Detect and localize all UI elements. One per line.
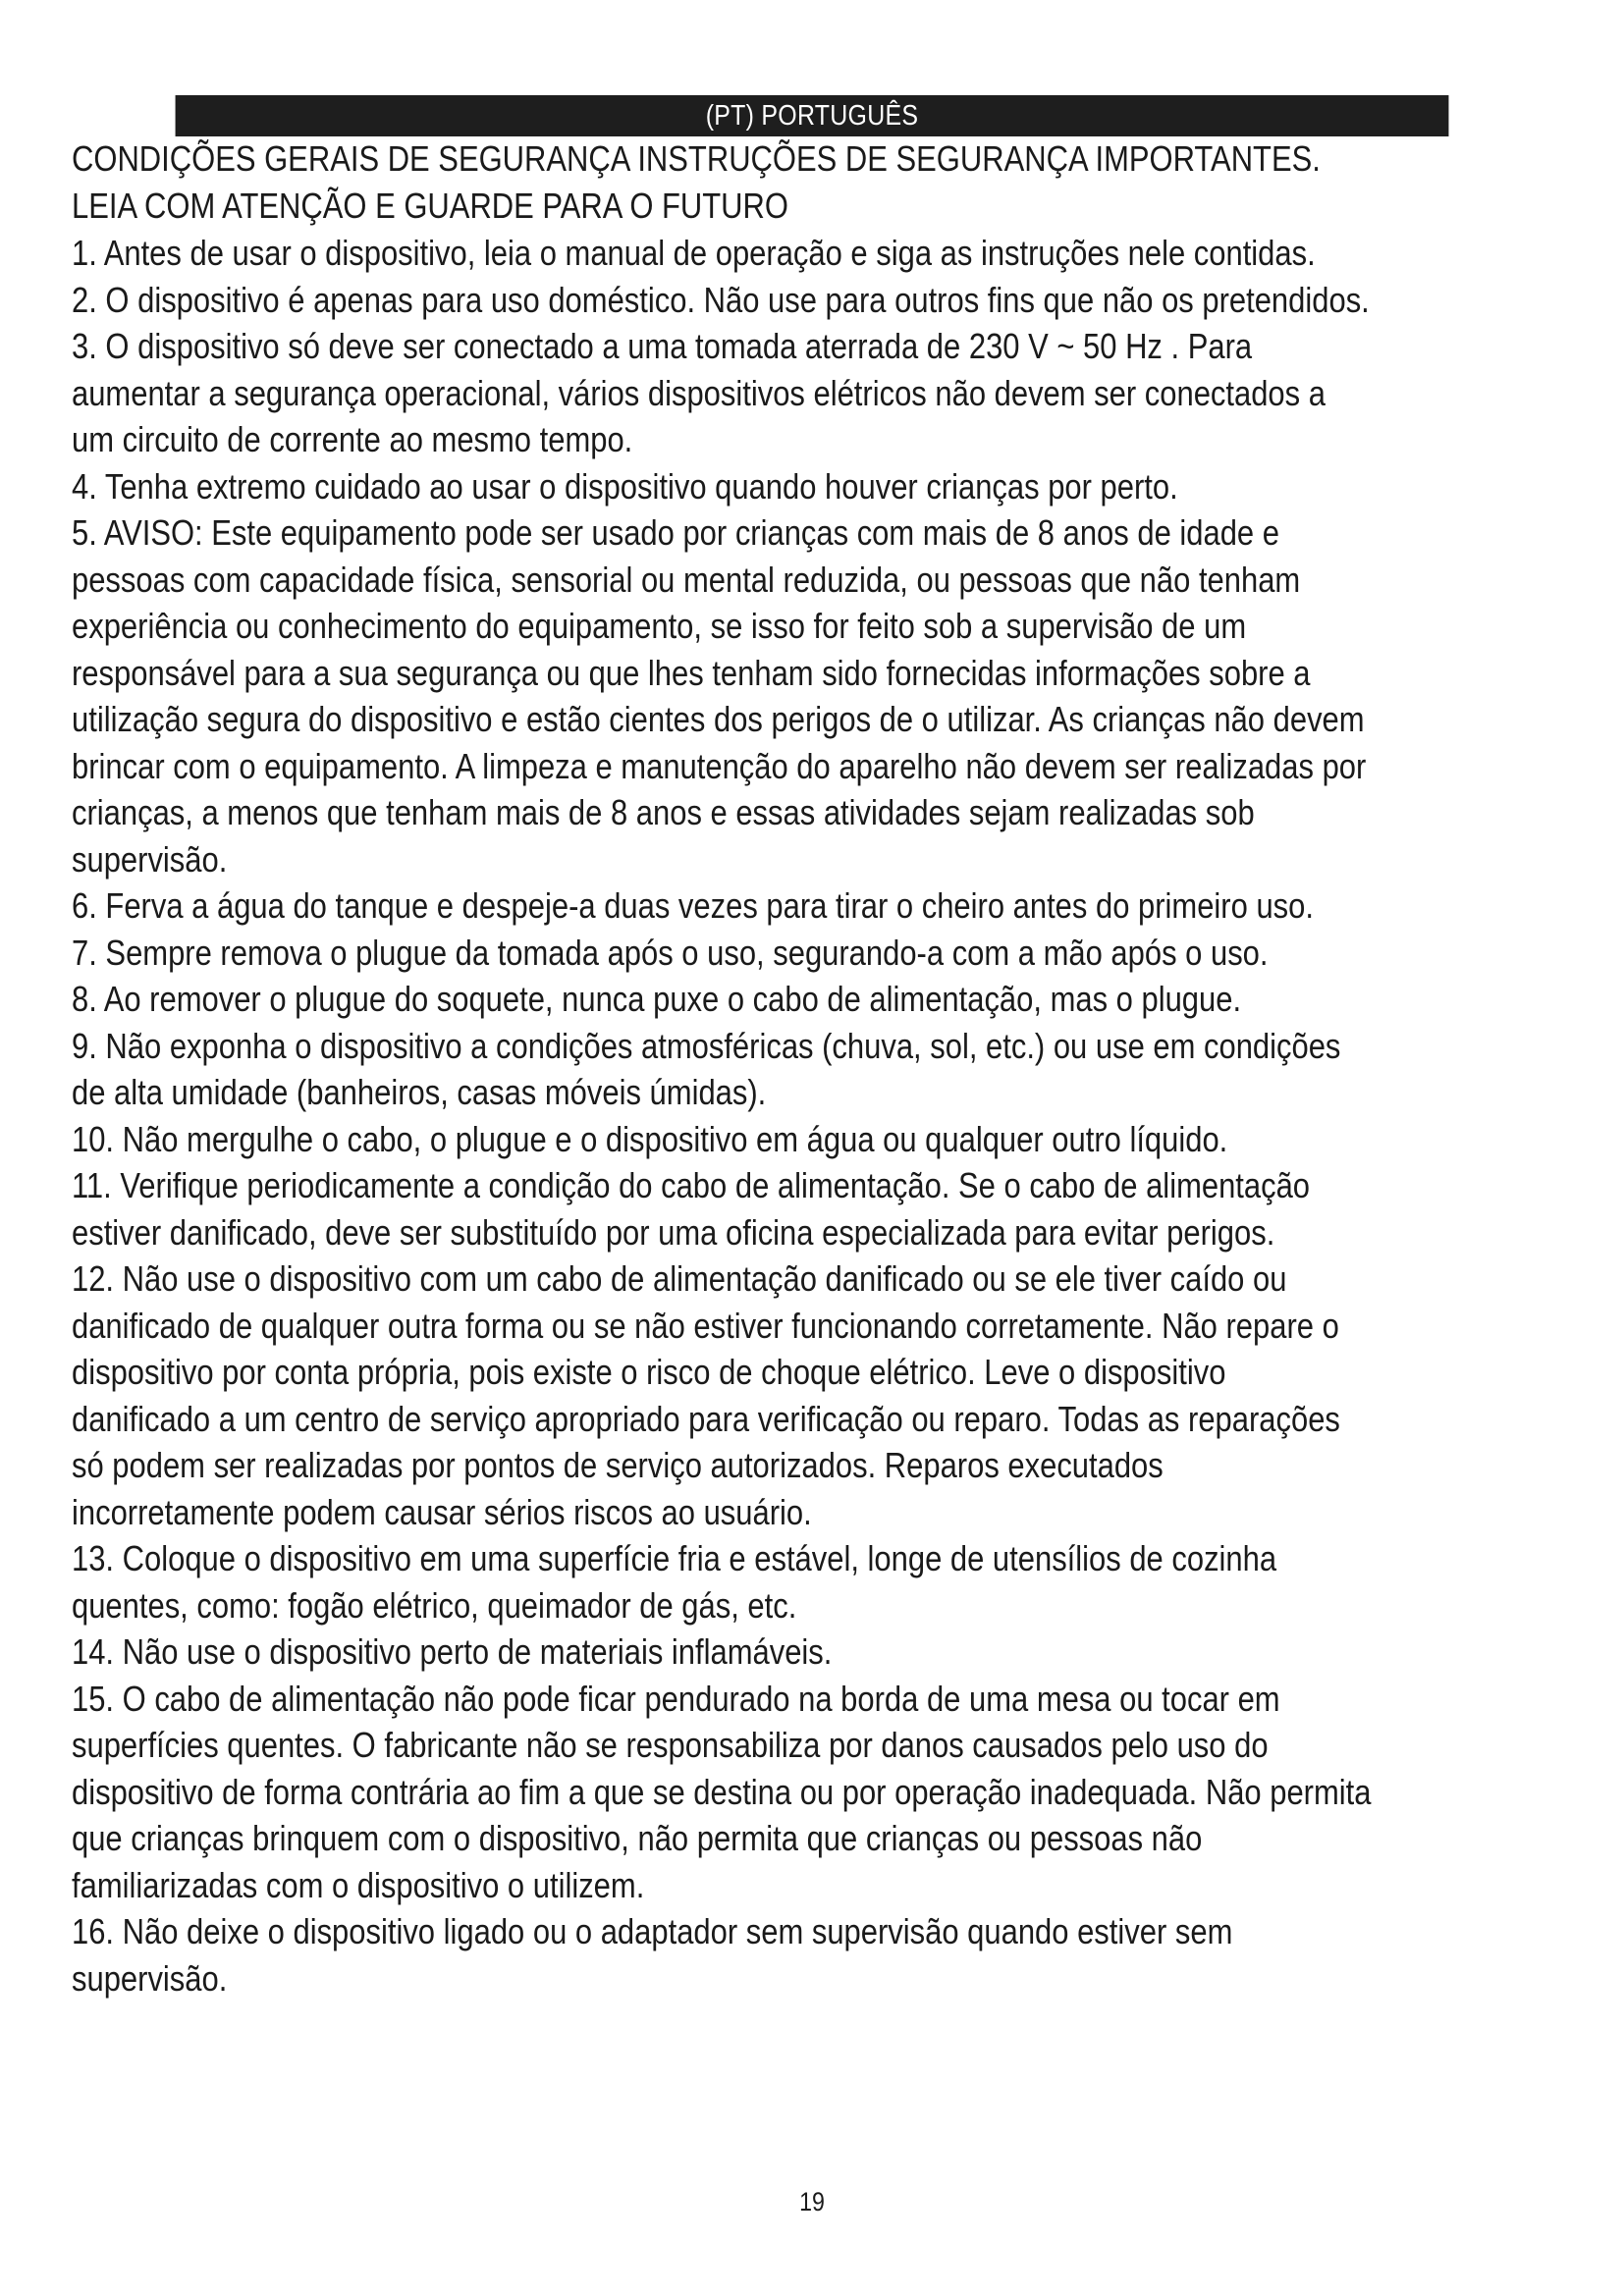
instruction-item-10: 10. Não mergulhe o cabo, o plugue e o dispositivo em água ou qualquer outro líquido. — [72, 1118, 1228, 1159]
language-header-bar: (PT) PORTUGUÊS — [176, 95, 1449, 136]
instruction-item-6: 6. Ferva a água do tanque e despeje-a duas vezes para tirar o cheiro antes do primeiro uso. — [72, 885, 1314, 926]
instruction-item-15: 15. O cabo de alimentação não pode ficar pendurado na borda de uma mesa ou tocar em superfícies quentes. O fabricante não se responsabiliza por danos causados pelo uso do dispositivo de forma contrária ao fim a que se destina ou por operação inadequada. Não permita que crianças brinquem com o dispositivo, não permita que crianças ou pessoas não familiarizadas com o dispositivo o utilizem. — [72, 1678, 1372, 1905]
instruction-item-16: 16. Não deixe o dispositivo ligado ou o adaptador sem supervisão quando estiver sem supervisão. — [72, 1911, 1233, 1999]
safety-instructions — [72, 135, 1372, 2002]
instruction-item-4: 4. Tenha extremo cuidado ao usar o dispositivo quando houver crianças por perto. — [72, 465, 1178, 507]
instruction-item-11: 11. Verifique periodicamente a condição do cabo de alimentação. Se o cabo de alimentação estiver danificado, deve ser substituído por uma oficina especializada para evitar perigos. — [72, 1165, 1311, 1253]
section-title-line-1: CONDIÇÕES GERAIS DE SEGURANÇA INSTRUÇÕES DE SEGURANÇA IMPORTANTES. — [72, 138, 1321, 179]
instruction-item-7: 7. Sempre remova o plugue da tomada após o uso, segurando-a com a mão após o uso. — [72, 932, 1269, 973]
instruction-item-8: 8. Ao remover o plugue do soquete, nunca puxe o cabo de alimentação, mas o plugue. — [72, 979, 1242, 1019]
instruction-item-9: 9. Não exponha o dispositivo a condições atmosféricas (chuva, sol, etc.) ou use em condições de alta umidade (banheiros, casas móveis úmidas). — [72, 1025, 1341, 1112]
instruction-item-2: 2. O dispositivo é apenas para uso doméstico. Não use para outros fins que não os pretendidos. — [72, 279, 1370, 320]
page-number: 19 — [799, 2187, 825, 2216]
instruction-item-13: 13. Coloque o dispositivo em uma superfície fria e estável, longe de utensílios de cozinha quentes, como: fogão elétrico, queimador de gás, etc. — [72, 1538, 1277, 1626]
instruction-item-5: 5. AVISO: Este equipamento pode ser usado por crianças com mais de 8 anos de idade e pessoas com capacidade física, sensorial ou mental reduzida, ou pessoas que não tenham experiência ou conhecimento do equipamento, se isso for feito sob a supervisão de um responsável para a sua segurança ou que lhes tenham sido fornecidas informações sobre a utilização segura do dispositivo e estão cientes dos perigos de o utilizar. As crianças não devem brincar com o equipamento. A limpeza e manutenção do aparelho não devem ser realizadas por crianças, a menos que tenham mais de 8 anos e essas atividades sejam realizadas sob supervisão. — [72, 512, 1367, 880]
instruction-item-14: 14. Não use o dispositivo perto de materiais inflamáveis. — [72, 1631, 833, 1672]
instruction-item-1: 1. Antes de usar o dispositivo, leia o manual de operação e siga as instruções nele contidas. — [72, 233, 1316, 273]
section-title-line-2: LEIA COM ATENÇÃO E GUARDE PARA O FUTURO — [72, 186, 788, 226]
instruction-item-3: 3. O dispositivo só deve ser conectado a uma tomada aterrada de 230 V ~ 50 Hz . Para aumentar a segurança operacional, vários dispositivos elétricos não devem ser conectados a um circuito de corrente ao mesmo tempo. — [72, 326, 1326, 459]
instruction-item-12: 12. Não use o dispositivo com um cabo de alimentação danificado ou se ele tiver caído ou danificado de qualquer outra forma ou se não estiver funcionando corretamente. Não repare o dispositivo por conta própria, pois existe o risco de choque elétrico. Leve o dispositivo danificado a um centro de serviço apropriado para verificação ou reparo. Todas as reparações só podem ser realizadas por pontos de serviço autorizados. Reparos executados incorretamente podem causar sérios riscos ao usuário. — [72, 1258, 1340, 1532]
